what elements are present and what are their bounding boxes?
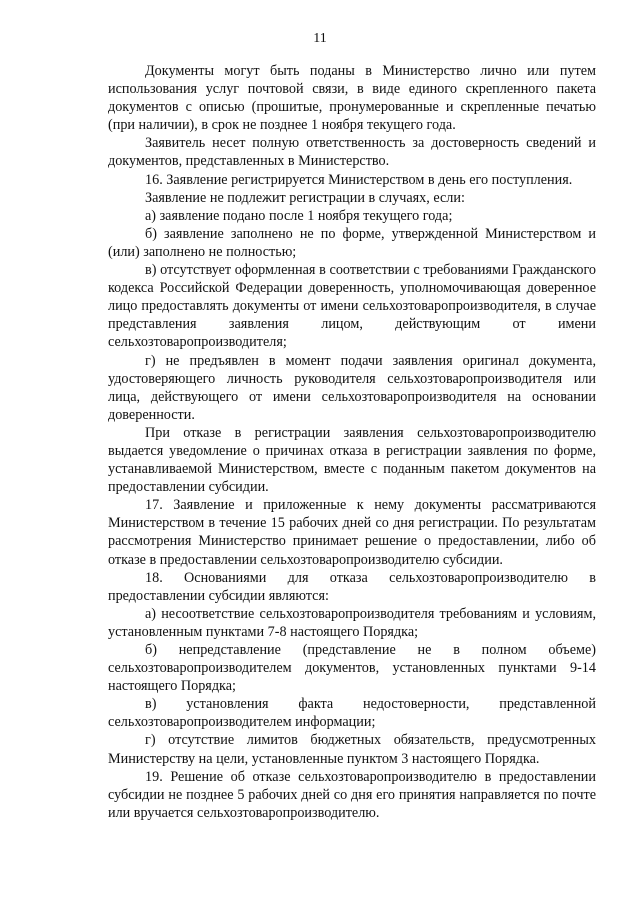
list-item-a: а) заявление подано после 1 ноября текущего года; — [145, 207, 453, 224]
document-body — [108, 62, 596, 822]
page-number: 11 — [313, 31, 327, 46]
paragraph-16-registration: 16. Заявление регистрируется Министерством в день его поступления. — [145, 171, 573, 188]
paragraph-applicant-responsibility: Заявитель несет полную ответственность за достоверность сведений и документов, представленных в Министерство. — [108, 135, 596, 170]
list-item-b: б) заявление заполнено не по форме, утвержденной Министерством и (или) заполнено не полностью; — [108, 225, 596, 260]
paragraph-submission-methods: Документы могут быть поданы в Министерство лично или путем использования услуг почтовой связи, в виде единого скрепленного пакета документов с описью (прошитые, пронумерованные и скрепленные печатью (при наличии), в срок не позднее 1 ноября текущего года. — [108, 63, 596, 134]
refusal-ground-g: г) отсутствие лимитов бюджетных обязательств, предусмотренных Министерству на цели, установленные пунктом 3 настоящего Порядка. — [108, 732, 596, 767]
paragraph-19-decision: 19. Решение об отказе сельхозтоваропроизводителю в предоставлении субсидии не позднее 5 рабочих дней со дня его принятия направляется по почте или вручается сельхозтоваропроизводителю. — [108, 768, 596, 821]
list-item-g: г) не предъявлен в момент подачи заявления оригинал документа, удостоверяющего личность руководителя сельхозтоваропроизводителя или лица, действующего от имени сельхозтоваропроизводителя на основании доверенности. — [108, 352, 596, 423]
refusal-ground-b: б) непредставление (представление не в полном объеме) сельхозтоваропроизводителем документов, установленных пунктами 9-14 настоящего Порядка; — [108, 642, 596, 695]
paragraph-refusal-notice: При отказе в регистрации заявления сельхозтоваропроизводителю выдается уведомление о причинах отказа в регистрации заявления по форме, устанавливаемой Министерством, вместе с поданным пакетом документов на предоставлении субсидии. — [108, 424, 596, 496]
refusal-ground-a: а) несоответствие сельхозтоваропроизводителя требованиям и условиям, установленным пунктами 7-8 настоящего Порядка; — [108, 605, 596, 640]
list-item-v: в) отсутствует оформленная в соответствии с требованиями Гражданского кодекса Российской Федерации доверенность, уполномочивающая доверенное лицо предоставлять документы от имени сельхозтоваропроизводителя, в случае представления заявления лицом, действующим от имени сельхозтоваропроизводителя; — [108, 262, 596, 351]
paragraph-registration-refusal-cases: Заявление не подлежит регистрации в случаях, если: — [145, 189, 465, 206]
paragraph-17-review: 17. Заявление и приложенные к нему документы рассматриваются Министерством в течение 15 рабочих дней со дня регистрации. По результатам рассмотрения Министерство принимает решение о предоставлении, либо об отказе в предоставлении сельхозтоваропроизводителю субсидии. — [108, 497, 596, 568]
paragraph-18-refusal-grounds: 18. Основаниями для отказа сельхозтоваропроизводителю в предоставлении субсидии являются: — [108, 569, 596, 604]
refusal-ground-v: в) установления факта недостоверности, представленной сельхозтоваропроизводителем информации; — [108, 696, 596, 731]
